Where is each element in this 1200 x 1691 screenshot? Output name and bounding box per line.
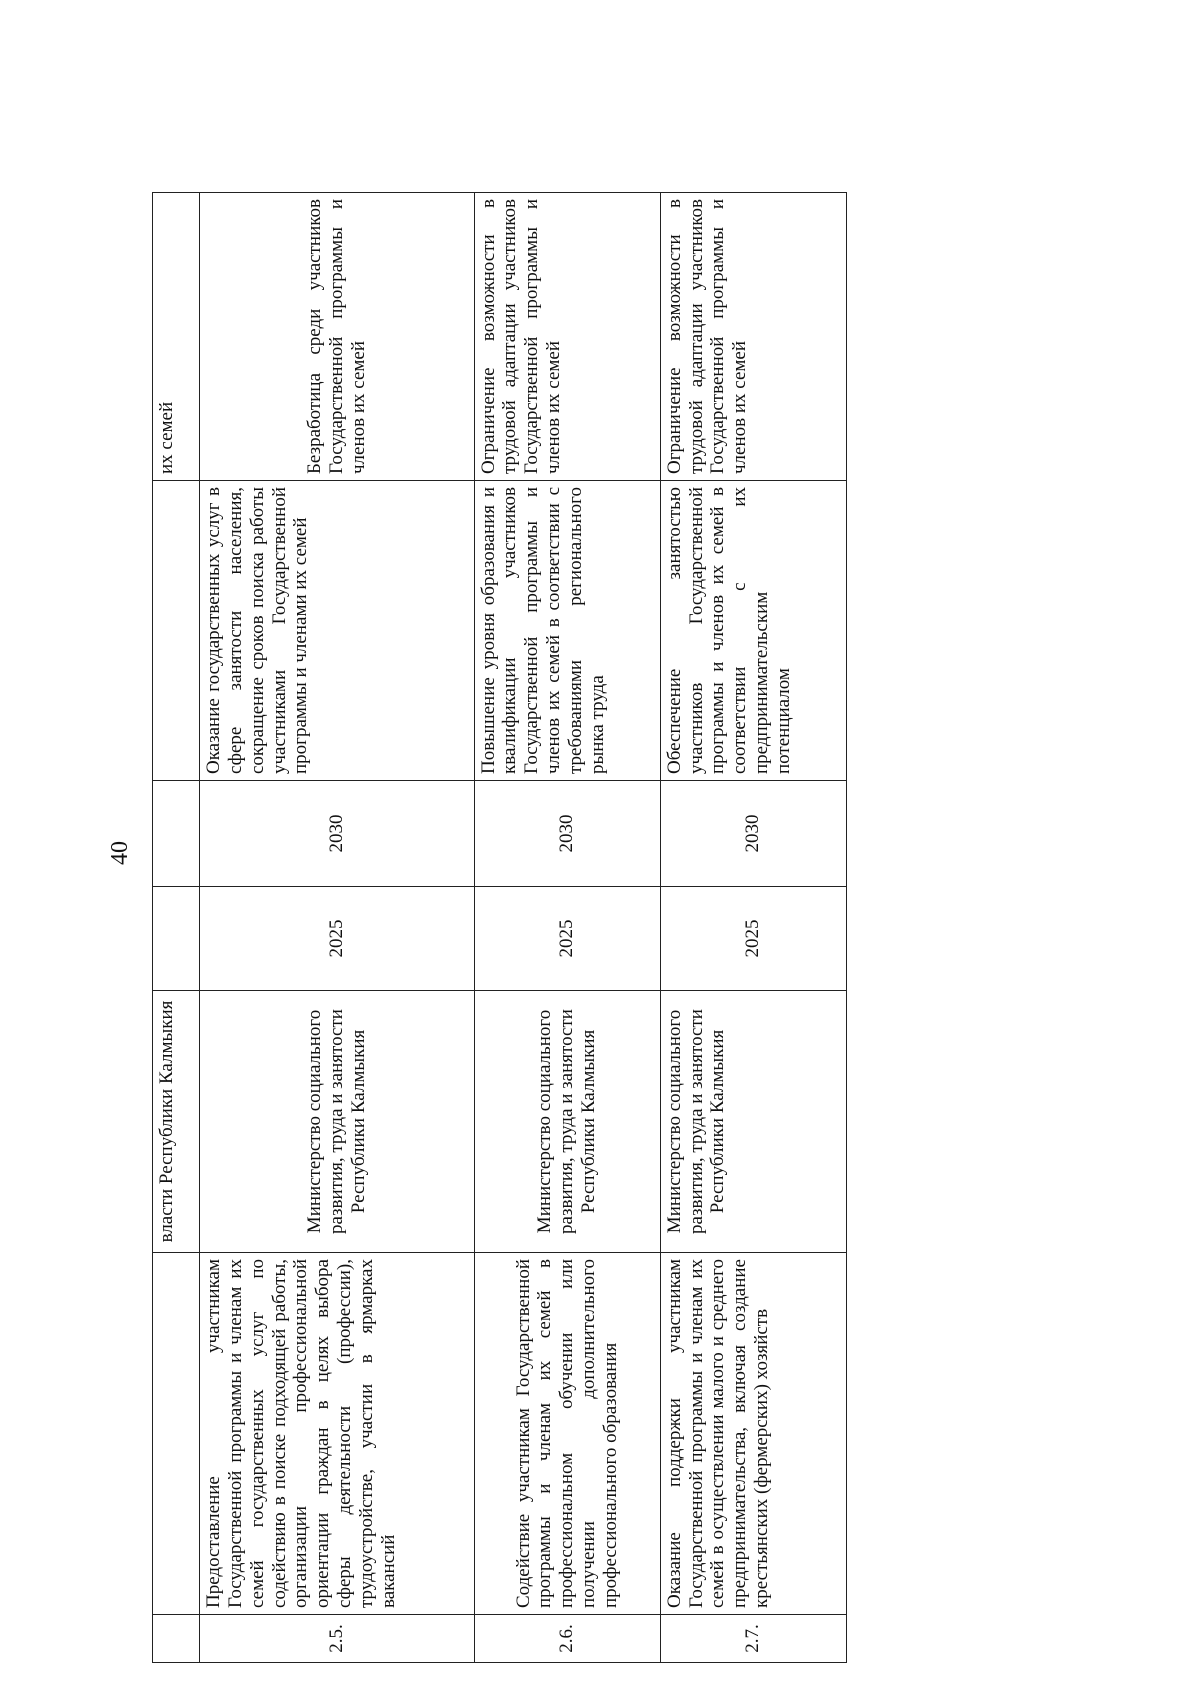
event-cell: Оказание поддержки участникам Государственной программы и членам их семей в осуществлении малого и среднего предпринимательства, включая создание крестьянских (фермерских) хозяйств	[660, 1253, 846, 1615]
row-number: 2.5.	[200, 1615, 475, 1663]
start-year-cell: 2025	[474, 887, 660, 991]
start-year-cell: 2025	[200, 887, 475, 991]
header-cell-risk: их семей	[153, 193, 200, 481]
header-cell-num	[153, 1615, 200, 1663]
row-number: 2.6.	[474, 1615, 660, 1663]
risk-cell: Безработица среди участников Государственной программы и членов их семей	[200, 193, 475, 481]
event-cell: Предоставление участникам Государственной программы и членам их семей государственных услуг по содействию в поиске подходящей работы, организации профессиональной ориентации граждан в целях выбора сферы деятельности (профессии), трудоустройстве, участии в ярмарках вакансий	[200, 1253, 475, 1615]
table-row	[660, 193, 846, 1663]
table-row	[474, 193, 660, 1663]
result-cell: Обеспечение занятостью участников Государственной программы и членов их семей в соответствии с их предпринимательским потенциалом	[660, 481, 846, 781]
start-year-cell: 2025	[660, 887, 846, 991]
event-cell: Содействие участникам Государственной программы и членам их семей в профессиональном обучении или получении дополнительного профессионального образования	[474, 1253, 660, 1615]
measures-table	[152, 192, 847, 1663]
header-cell-executor: власти Республики Калмыкия	[153, 991, 200, 1253]
risk-cell: Ограничение возможности в трудовой адаптации участников Государственной программы и членов их семей	[660, 193, 846, 481]
table-header-row	[153, 193, 200, 1663]
rotated-table-container	[152, 193, 847, 1663]
executor-cell: Министерство социального развития, труда и занятости Республики Калмыкия	[660, 991, 846, 1253]
header-cell-start	[153, 887, 200, 991]
result-cell: Оказание государственных услуг в сфере занятости населения, сокращение сроков поиска работы участниками Государственной программы и членами их семей	[200, 481, 475, 781]
end-year-cell: 2030	[474, 781, 660, 887]
header-cell-event	[153, 1253, 200, 1615]
page-number: 40	[107, 841, 133, 865]
header-cell-result	[153, 481, 200, 781]
end-year-cell: 2030	[200, 781, 475, 887]
end-year-cell: 2030	[660, 781, 846, 887]
risk-cell: Ограничение возможности в трудовой адаптации участников Государственной программы и членов их семей	[474, 193, 660, 481]
result-cell: Повышение уровня образования и квалификации участников Государственной программы и членов их семей в соответствии с требованиями регионального рынка труда	[474, 481, 660, 781]
row-number: 2.7.	[660, 1615, 846, 1663]
header-cell-end	[153, 781, 200, 887]
executor-cell: Министерство социального развития, труда и занятости Республики Калмыкия	[474, 991, 660, 1253]
executor-cell: Министерство социального развития, труда и занятости Республики Калмыкия	[200, 991, 475, 1253]
table-row	[200, 193, 475, 1663]
